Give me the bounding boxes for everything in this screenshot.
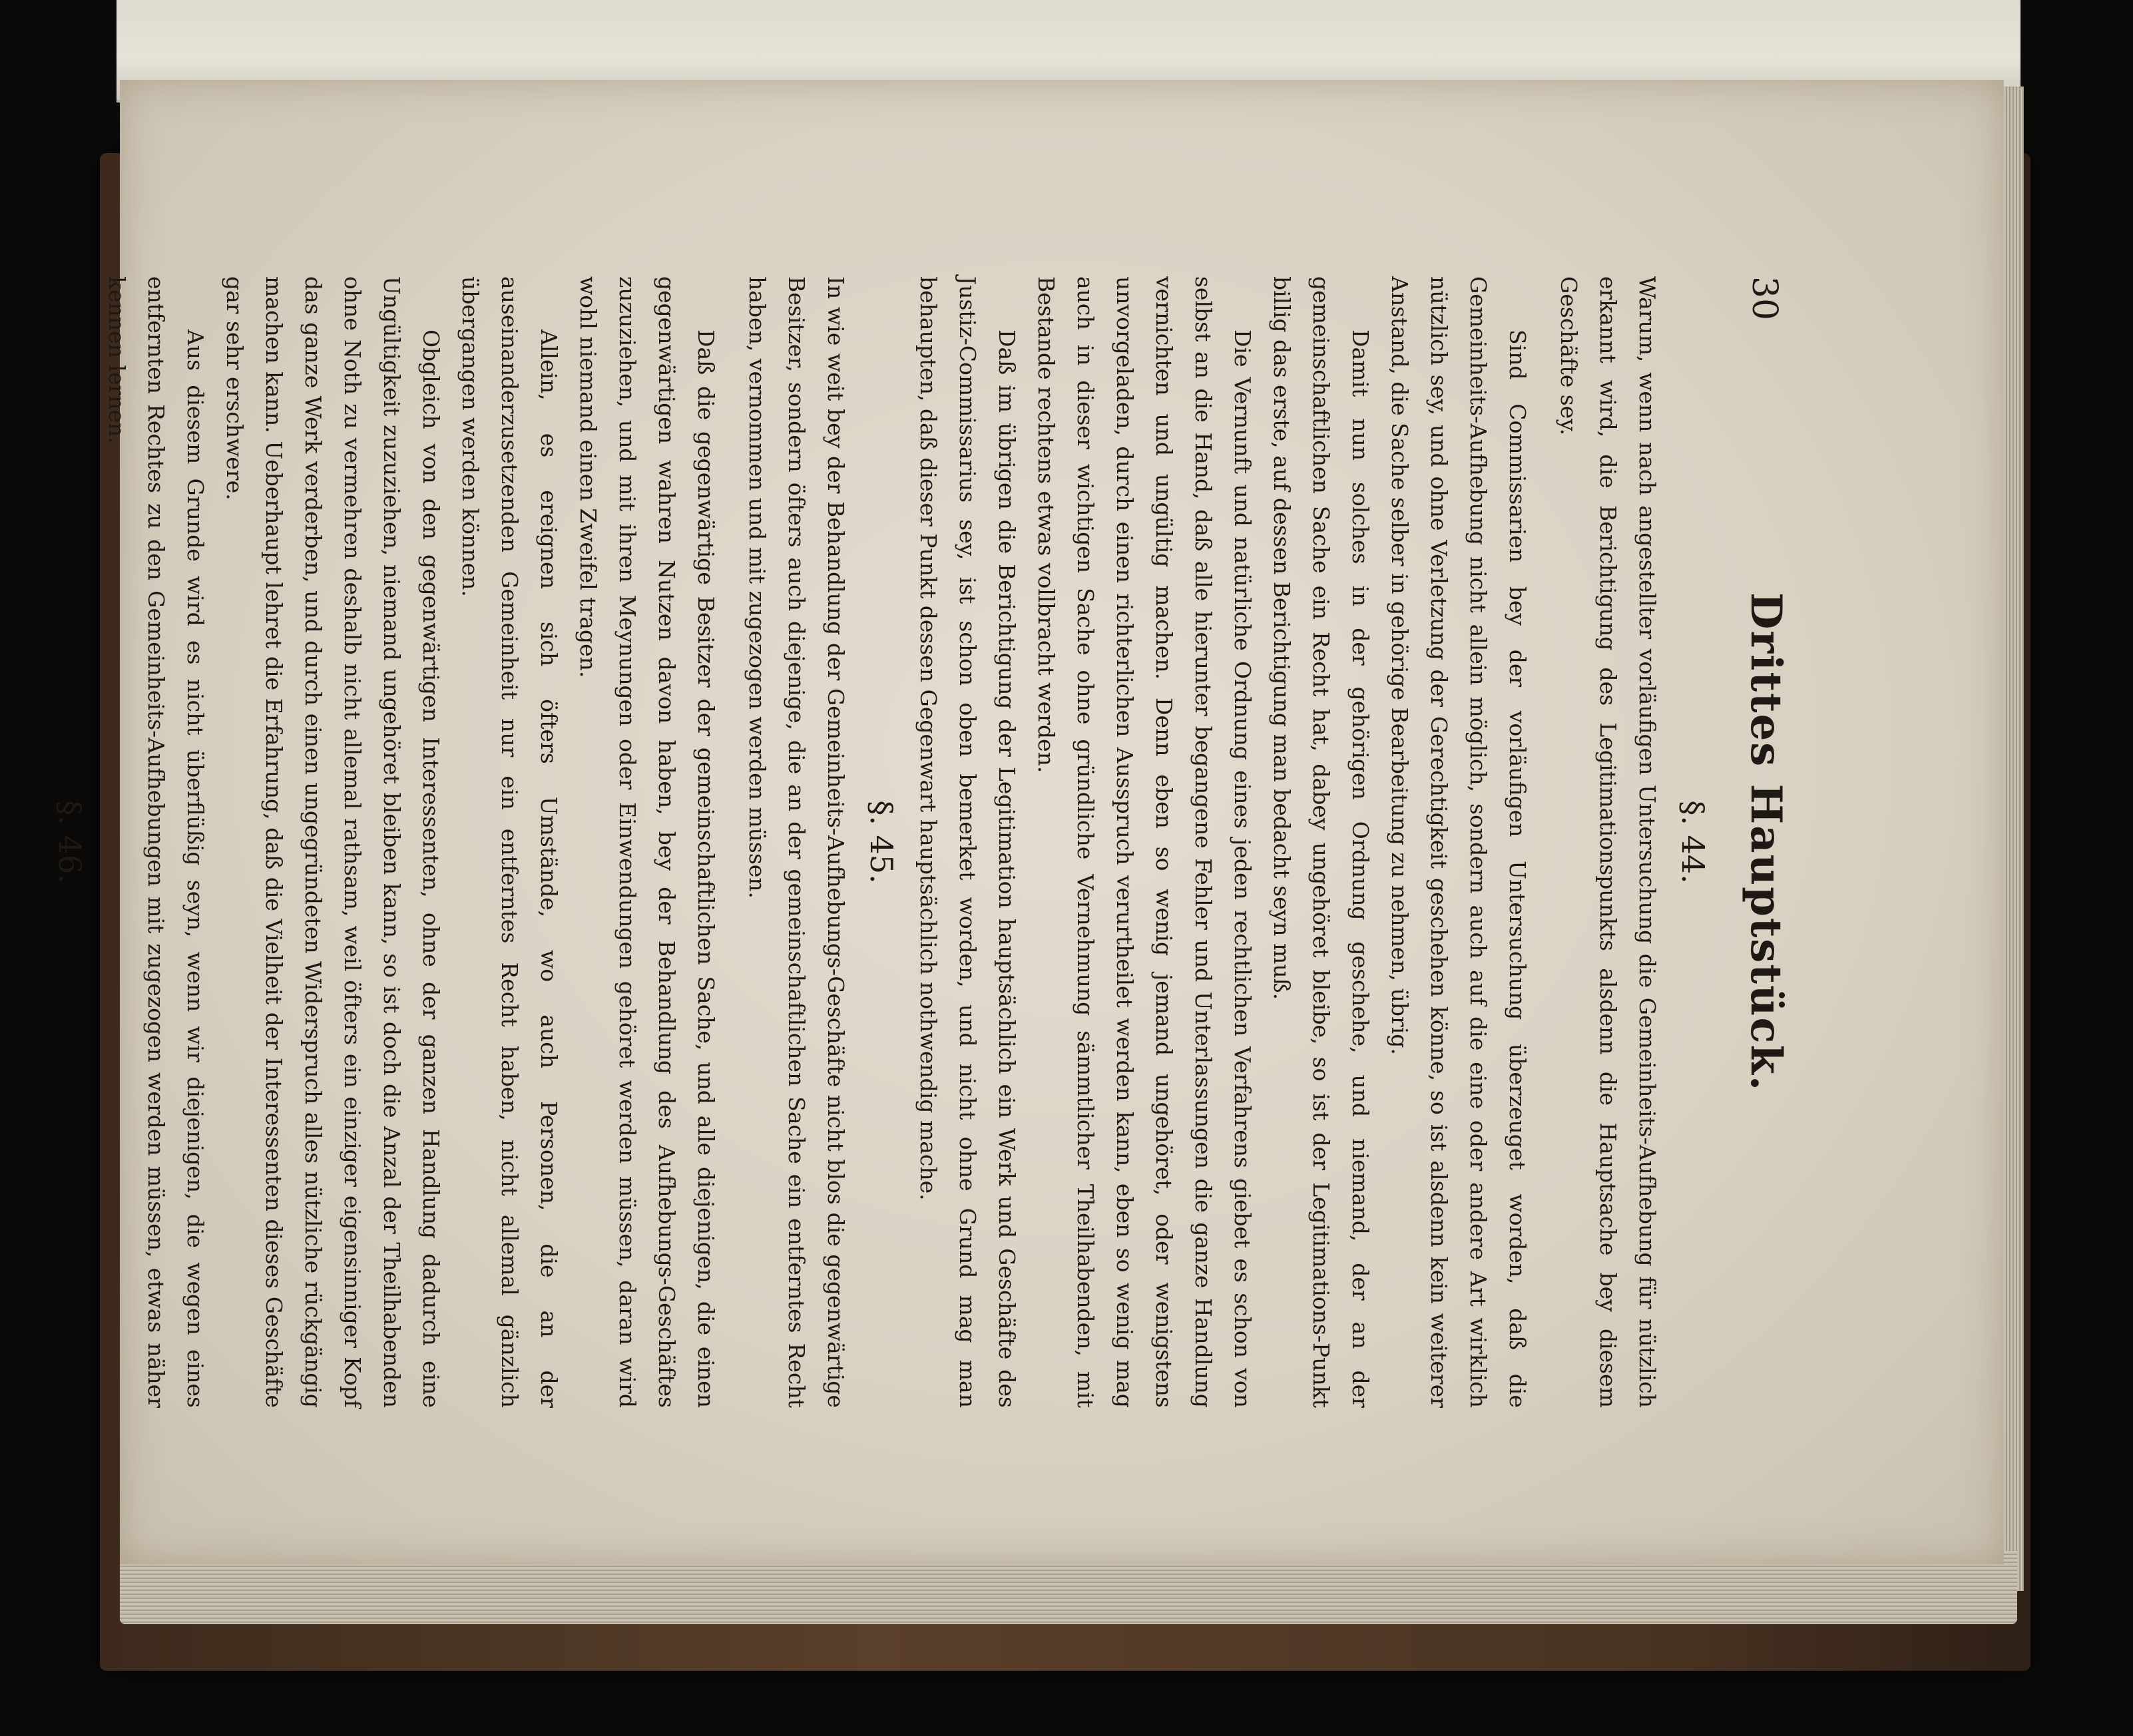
section-summary: Warum, wenn nach angestellter vorläufigen Untersuchung die Gemeinheits-Aufhebung für nützlich erkannt wird, die Berichtigung des Legitimationspunkts alsdenn die Hauptsache bey diesem Geschäfte sey. (1556, 276, 1660, 1408)
chapter-title: Drittes Hauptstück. (1741, 592, 1791, 1092)
paragraph: Obgleich von den gegenwärtigen Interessenten, ohne der ganzen Handlung dadurch eine Ungültigkeit zuzuziehen, niemand ungehöret bleiben kann, so ist doch die Anzal der Theilhabenden ohne Noth zu vermehren deshalb nicht allemal rathsam, weil öfters ein einziger eigensinniger Kopf das ganze Werk verderben, und durch einen ungegründeten Widerspruch alles nützliche rückgängig machen kann. Ueberhaupt lehret die Erfahrung, daß die Vielheit der Interessenten dieses Geschäfte gar sehr erschwere. (222, 276, 444, 1408)
section-marker: §. 45. (863, 800, 899, 884)
page-text-block (52, 276, 1791, 1408)
section-marker: §. 46. (52, 800, 88, 884)
page-header (1724, 276, 1791, 1408)
section-marker: §. 44. (1675, 800, 1711, 884)
paragraph: Die Vernunft und natürliche Ordnung eines jeden rechtlichen Verfahrens giebet es schon von selbst an die Hand, daß alle hierunter begangene Fehler und Unterlassungen die ganze Handlung vernichten und ungültig machen. Denn eben so wenig jemand ungehöret, oder wenigstens unvorgeladen, durch einen richterlichen Ausspruch verurtheilet werden kann, eben so wenig mag auch in dieser wichtigen Sache ohne gründliche Vernehmung sämmtlicher Theilhabenden, mit Bestande rechtens etwas vollbracht werden. (1033, 276, 1256, 1408)
paragraph: Allein, es ereignen sich öfters Umstände, wo auch Personen, die an der auseinanderzusetzenden Gemeinheit nur ein entferntes Recht haben, nicht allemal gänzlich übergangen werden können. (457, 276, 562, 1408)
section-summary: In wie weit bey der Behandlung der Gemeinheits-Aufhebungs-Geschäfte nicht blos die gegenwärtige Besitzer, sondern öfters auch diejenige, die an der gemeinschaftlichen Sache ein entferntes Recht haben, vernommen und mit zugezogen werden müssen. (744, 276, 849, 1408)
paragraph: Sind Commissarien bey der vorläufigen Untersuchung überzeuget worden, daß die Gemeinheits-Aufhebung nicht allein möglich, sondern auch auf die eine oder andere Art wirklich nützlich sey, und ohne Verletzung der Gerechtigkeit geschehen könne, so ist alsdenn kein weiterer Anstand, die Sache selber in gehörige Bearbeitung zu nehmen, übrig. (1387, 276, 1531, 1408)
paragraph: Daß die gegenwärtige Besitzer der gemeinschaftlichen Sache, und alle diejenigen, die einen gegenwärtigen wahren Nutzen davon haben, bey der Behandlung des Aufhebungs-Geschäftes zuzuziehen, und mit ihren Meynungen oder Einwendungen gehöret werden müssen, daran wird wohl niemand einen Zweifel tragen. (575, 276, 719, 1408)
paragraph: Aus diesem Grunde wird es nicht überflüßig seyn, wenn wir diejenigen, die wegen eines entfernten Rechtes zu den Gemeinheits-Aufhebungen mit zugezogen werden müssen, etwas näher kennen lernen. (104, 276, 208, 1408)
paragraph: Damit nun solches in der gehörigen Ordnung geschehe, und niemand, der an der gemeinschaftlichen Sache ein Recht hat, dabey ungehöret bleibe, so ist der Legitimations-Punkt billig das erste, auf dessen Berichtigung man bedacht seyn muß. (1269, 276, 1373, 1408)
paragraph: Daß im übrigen die Berichtigung der Legitimation hauptsächlich ein Werk und Geschäfte des Justiz-Commissarius sey, ist schon oben bemerket worden, und nicht ohne Grund mag man behaupten, daß dieser Punkt dessen Gegenwart hauptsächlich nothwendig mache. (915, 276, 1020, 1408)
page-number: 30 (1744, 276, 1784, 321)
